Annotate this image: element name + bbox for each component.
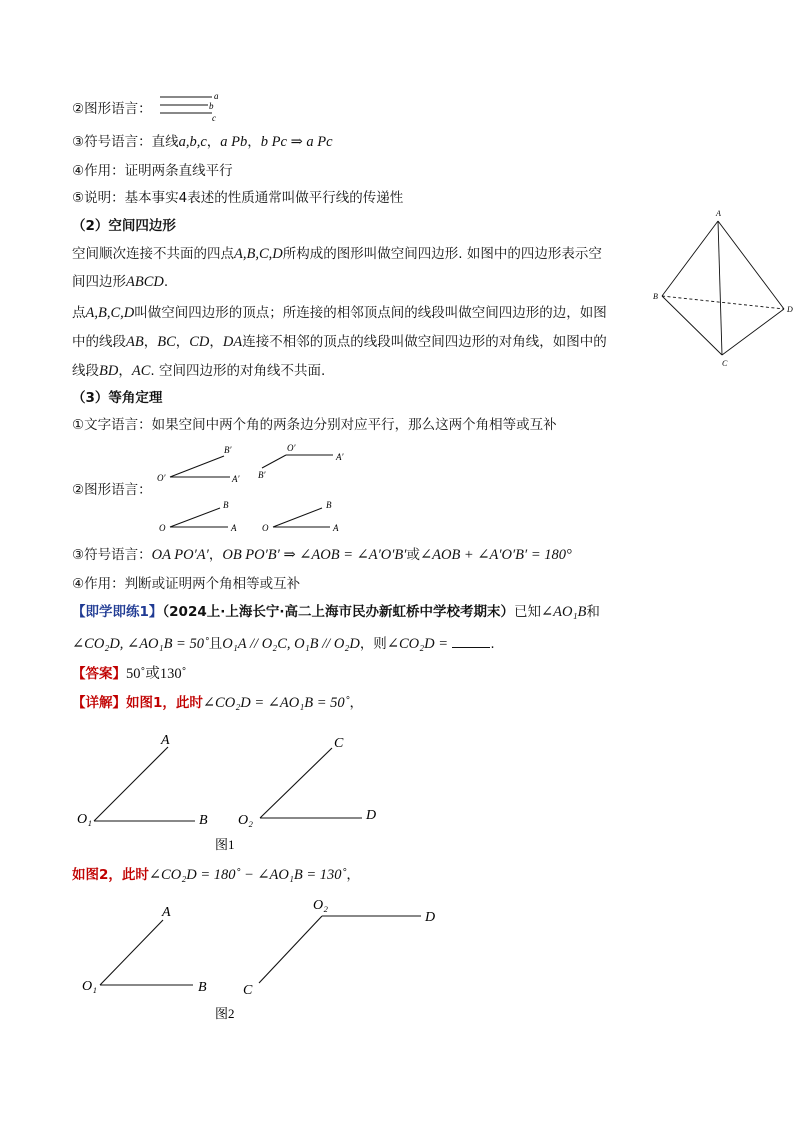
math: b Pc [260, 134, 287, 150]
fig2-label-o2: O₂ [313, 898, 328, 913]
line-c-label: c [212, 113, 216, 123]
ray-o-b-2 [273, 508, 322, 527]
math: AC [131, 363, 151, 379]
edge-bc [662, 296, 722, 355]
fig1-label-d: D [366, 808, 377, 823]
fig2-label-d: D [425, 910, 436, 925]
text: 和 [586, 604, 600, 620]
ray-op-bp-2 [262, 455, 286, 468]
symbol-language-line-2 [72, 546, 572, 564]
math: ∠CO₂D = [386, 636, 449, 652]
word-language-line: ①文字语言：如果空间中两个角的两条边分别对应平行，那么这两个角相等或互补 [72, 417, 557, 433]
label-a-2: A [333, 523, 339, 533]
fig2-label-o1: O₁ [82, 979, 97, 994]
math: O₁A // O₂C, O₁B // O₂D [222, 636, 360, 652]
label-ap: A′ [232, 474, 240, 484]
label-ap-2: A′ [336, 452, 344, 462]
figure-language-label-2: ②图形语言： [72, 482, 152, 498]
exercise-line-2 [72, 635, 495, 653]
parallel-lines-figure [160, 92, 230, 126]
line-b-label: b [209, 101, 214, 111]
edge-bd-dashed [662, 296, 784, 309]
math: ∠CO₂D, ∠AO₁B = 50˚ [72, 636, 209, 652]
text: . 空间四边形的对角线不共面. [150, 363, 326, 379]
ray-o1-a [94, 747, 168, 821]
label-bp: B′ [224, 445, 232, 455]
edge-ac [718, 221, 722, 355]
answer-blank [452, 635, 490, 648]
vertex-b-label: B [653, 292, 658, 301]
text: . [163, 274, 169, 290]
math: a,b,c [178, 134, 207, 150]
text: ， [349, 695, 363, 711]
label-op-2: O′ [287, 443, 296, 453]
fig2-label-a: A [162, 905, 171, 920]
fig2-label-c: C [243, 983, 253, 998]
note-line: ⑤说明：基本事实4表述的性质通常叫做平行线的传递性 [72, 190, 404, 206]
math: AB [126, 334, 144, 350]
fig1-label-a: A [161, 733, 170, 748]
text: 中的线段 [72, 334, 126, 350]
ray-op-bp [170, 456, 224, 477]
math: CD [189, 334, 210, 350]
fig1-caption: 图1 [215, 837, 235, 852]
edge-ad [718, 221, 784, 309]
math: A,B,C,D [85, 305, 135, 321]
text: 连接不相邻的顶点的线段叫做空间四边形的对角线，如图中的 [242, 334, 607, 350]
text: ， [247, 134, 261, 150]
fig1-label-b: B [199, 813, 208, 828]
math: ⇒ [279, 547, 300, 563]
ray-o1-a-2 [100, 920, 163, 985]
ray-o-b [170, 508, 220, 527]
para-line [72, 362, 325, 380]
answer-tag: 【答案】 [72, 666, 126, 682]
label-bp-2: B′ [258, 470, 266, 480]
text: 所构成的图形叫做空间四边形. 如图中的四边形表示空 [282, 246, 602, 262]
math: ∠AOB + ∠A′O′B′ = 180° [419, 547, 572, 563]
section-heading-quadrilateral: （2）空间四边形 [72, 218, 176, 234]
math: ∠CO₂D = ∠AO₁B = 50˚ [202, 695, 350, 711]
fig2-label-b: B [198, 980, 207, 995]
text: 线段 [72, 363, 99, 379]
text: 点 [72, 305, 86, 321]
math: BD [99, 363, 119, 379]
fig1-label-o1: O₁ [77, 812, 92, 827]
vertex-a-label: A [716, 209, 721, 218]
edge-ab [662, 221, 718, 296]
para-line [72, 304, 607, 322]
ray-o2-c [260, 748, 332, 818]
label-b-2: B [326, 500, 332, 510]
text: 空间顺次连接不共面的四点 [72, 246, 234, 262]
section-heading-equal-angle: （3）等角定理 [72, 390, 163, 406]
exercise-tag: 【即学即练1】 [72, 604, 163, 620]
fig1-label-c: C [334, 736, 344, 751]
para-line [72, 273, 168, 291]
text: 间四边形 [72, 274, 126, 290]
answer-line [72, 665, 186, 683]
figure-2 [75, 893, 455, 1028]
equal-angle-figures [150, 440, 370, 540]
text: ， [143, 334, 158, 350]
math: a Pc [306, 134, 333, 150]
detail-line-2 [72, 866, 360, 884]
space-quadrilateral-figure [650, 205, 794, 370]
vertex-d-label: D [787, 305, 793, 314]
text: 或 [406, 547, 420, 563]
math: ∠AO₁B [541, 604, 587, 620]
label-op: O′ [157, 473, 166, 483]
figure-language-label: ②图形语言： [72, 101, 152, 117]
ray-o2-c-2 [259, 916, 322, 983]
text: ， [346, 867, 360, 883]
text: 叫做空间四边形的顶点；所连接的相邻顶点间的线段叫做空间四边形的边，如图 [134, 305, 607, 321]
figure-1 [75, 728, 395, 858]
usage-line: ④作用：证明两条直线平行 [72, 163, 233, 179]
label-o: O [159, 523, 166, 533]
text: ， [118, 363, 132, 379]
math: A,B,C,D [234, 246, 283, 262]
line-a-label: a [214, 91, 219, 101]
math: BC [157, 334, 176, 350]
math: OA PO′A′ [151, 547, 209, 563]
text: ， [175, 334, 190, 350]
text: ③符号语言： [72, 547, 152, 563]
text: . [490, 636, 495, 652]
fig2-caption: 图2 [215, 1006, 235, 1021]
text: ③符号语言：直线 [72, 134, 179, 150]
vertex-c-label: C [722, 359, 728, 368]
answer-value: 50˚或130˚ [126, 666, 187, 682]
text: 如图1，此时 [126, 695, 203, 711]
usage-line-2: ④作用：判断或证明两个角相等或互补 [72, 576, 301, 592]
math: ⇒ [286, 134, 307, 150]
math: ∠CO₂D = 180˚ − ∠AO₁B = 130˚ [148, 867, 347, 883]
math: ABCD [126, 274, 164, 290]
exercise-line [72, 603, 600, 621]
para-line [72, 333, 607, 351]
text: 已知 [514, 604, 541, 620]
label-o-2: O [262, 523, 269, 533]
figure-language-line [72, 100, 152, 118]
fig1-label-o2: O₂ [238, 813, 253, 828]
edge-cd [722, 309, 784, 355]
para-line [72, 245, 602, 263]
text: ， [208, 547, 223, 563]
label-a: A [231, 523, 237, 533]
text: 如图2，此时 [72, 867, 149, 883]
detail-tag: 【详解】 [72, 695, 126, 711]
text: ， [206, 134, 221, 150]
text: 且 [208, 636, 223, 652]
math: ∠AOB = ∠A′O′B′ [299, 547, 407, 563]
math: OB PO′B′ [222, 547, 280, 563]
text: ， [209, 334, 223, 350]
exercise-source: （2024上·上海长宁·高二上海市民办新虹桥中学校考期末） [162, 604, 514, 620]
symbol-language-line [72, 133, 333, 151]
label-b: B [223, 500, 229, 510]
detail-line [72, 694, 363, 712]
math: a Pb [220, 134, 248, 150]
math: DA [222, 334, 243, 350]
text: ，则 [359, 636, 387, 652]
